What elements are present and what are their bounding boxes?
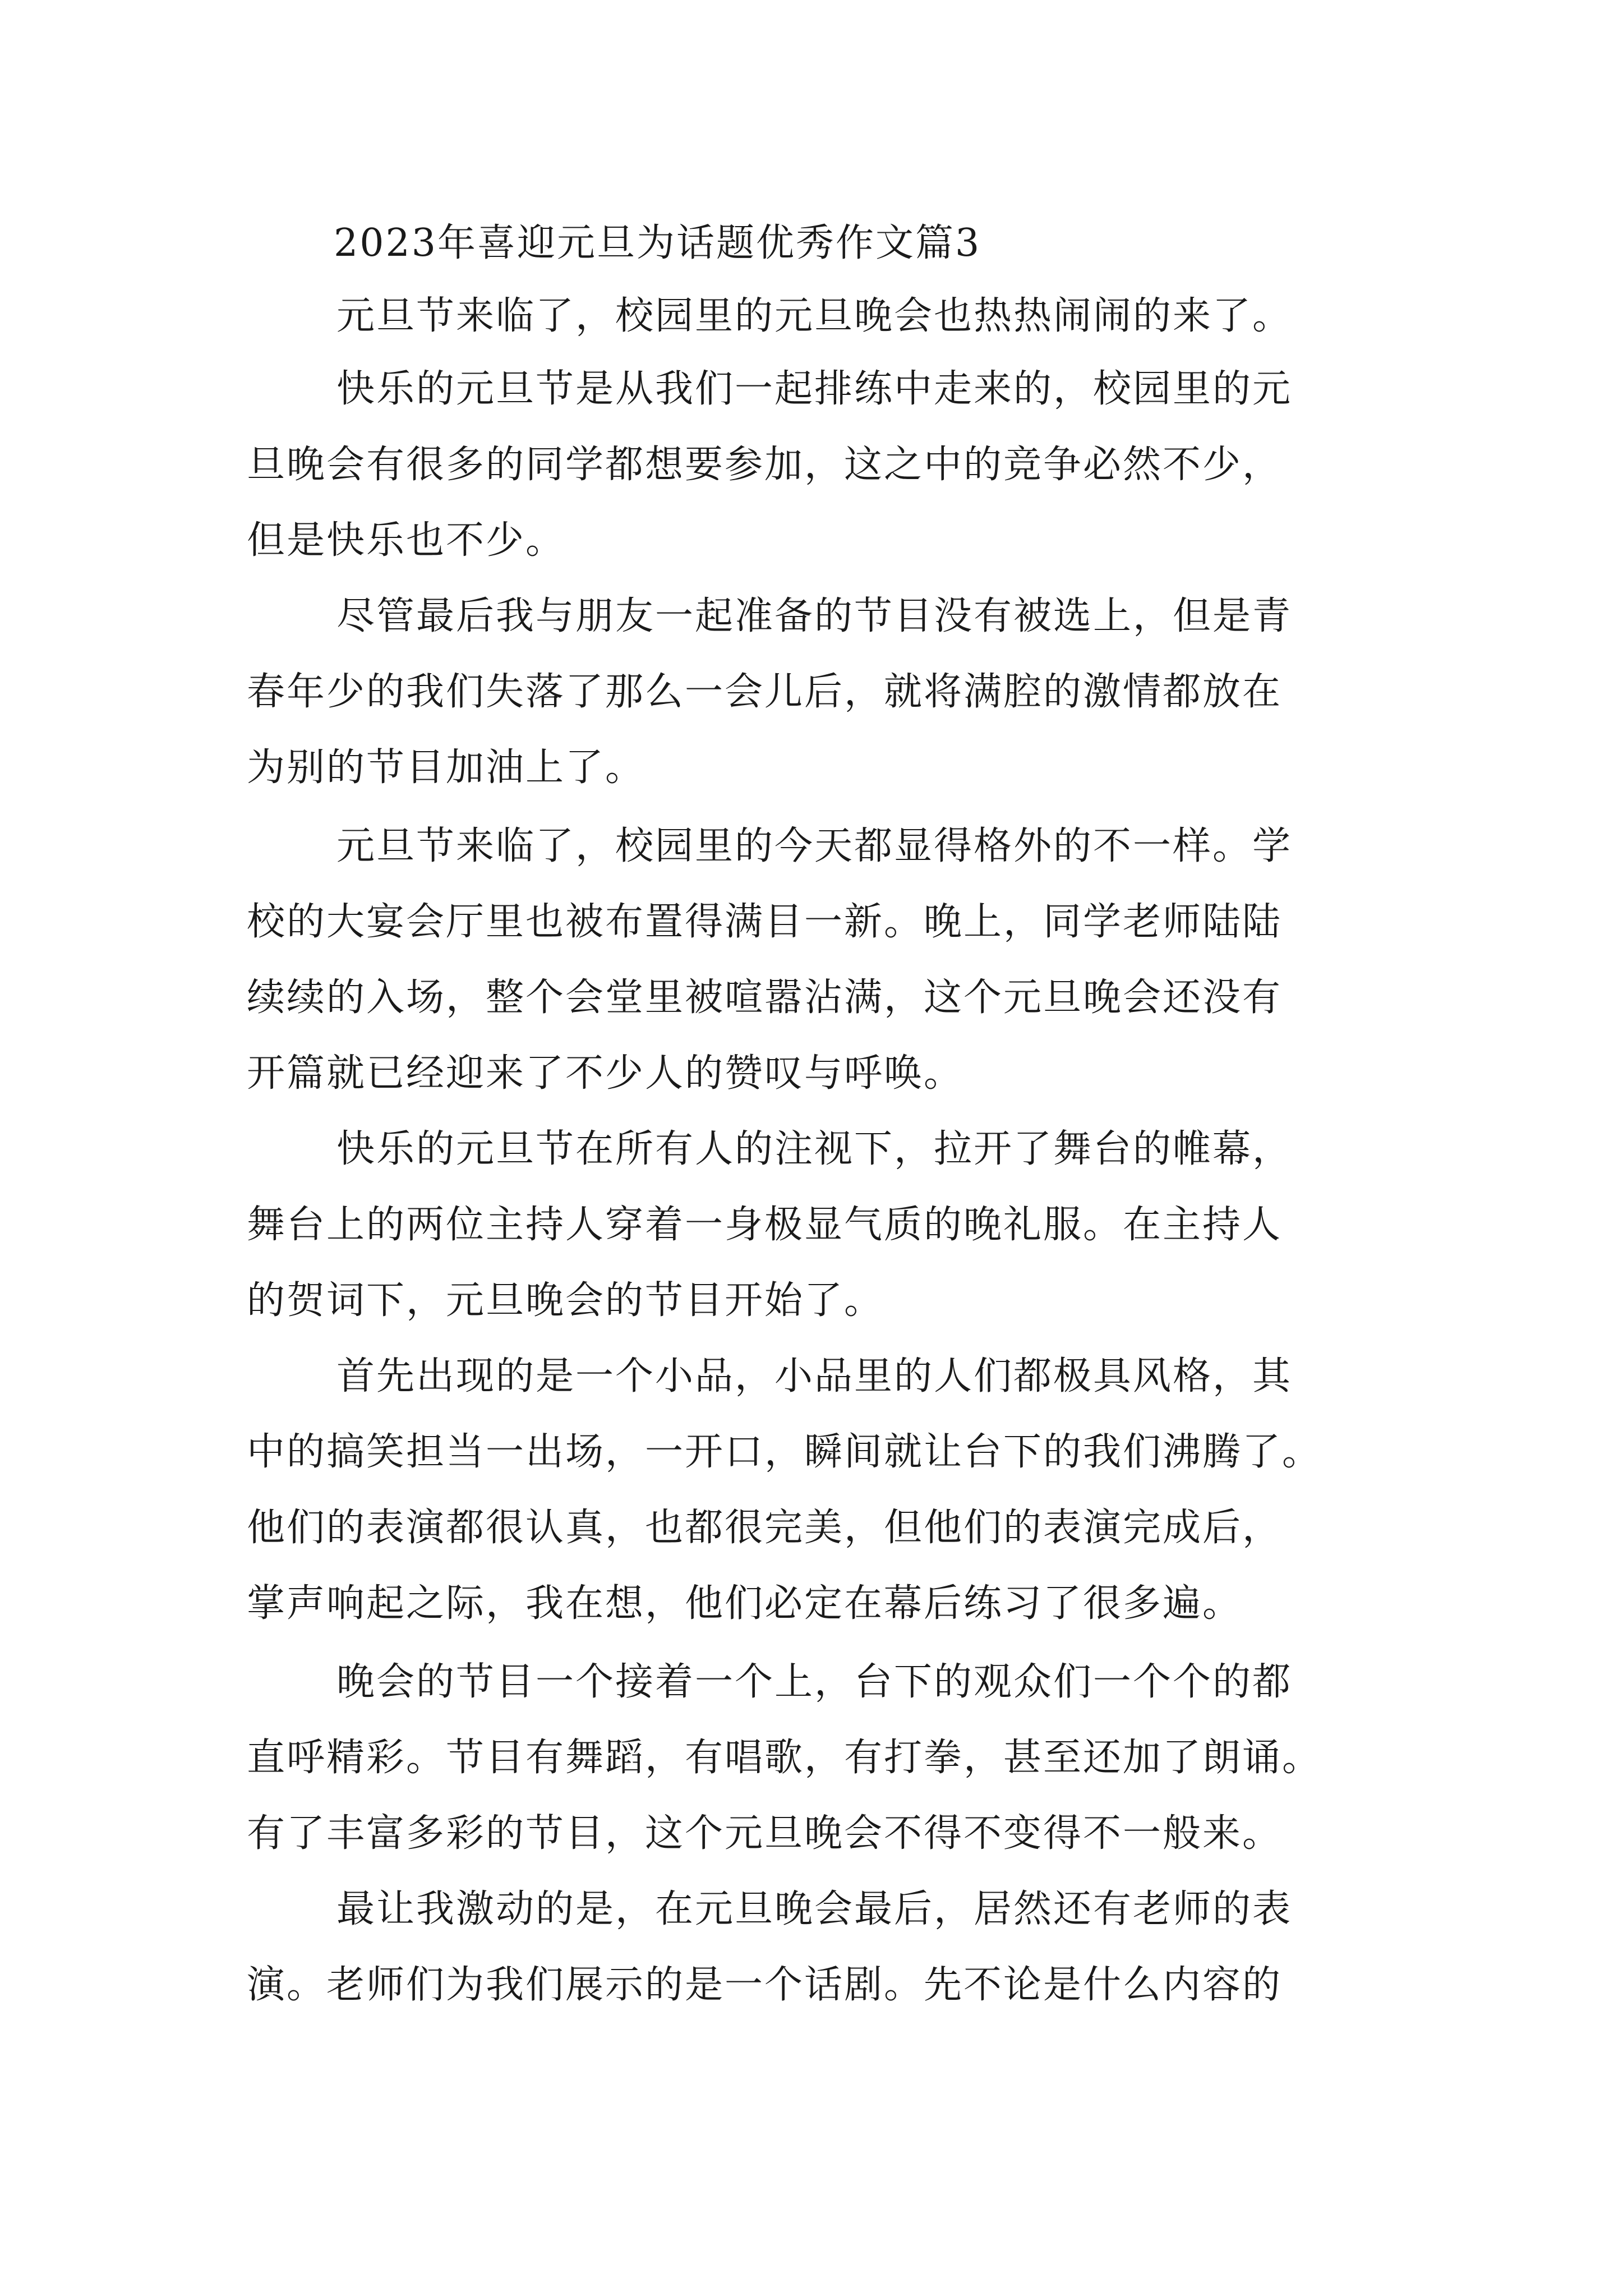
text-line: 开篇就已经迎来了不少人的赞叹与呼唤。 [247, 1051, 964, 1096]
text-line: 但是快乐也不少。 [247, 518, 566, 563]
text-line: 有了丰富多彩的节目，这个元旦晚会不得不变得不一般来。 [247, 1811, 1283, 1856]
text-line: 元旦节来临了，校园里的元旦晚会也热热闹闹的来了。 [336, 294, 1293, 338]
text-line: 快乐的元旦节在所有人的注视下，拉开了舞台的帷幕， [336, 1127, 1293, 1171]
text-line: 旦晚会有很多的同学都想要参加，这之中的竞争必然不少， [247, 443, 1283, 487]
text-line: 晚会的节目一个接着一个上，台下的观众们一个个的都 [336, 1660, 1293, 1704]
text-line: 最让我激动的是，在元旦晚会最后，居然还有老师的表 [336, 1887, 1293, 1931]
text-line: 为别的节目加油上了。 [247, 746, 645, 790]
text-line: 校的大宴会厅里也被布置得满目一新。晚上，同学老师陆陆 [247, 900, 1283, 944]
text-line: 演。老师们为我们展示的是一个话剧。先不论是什么内容的 [247, 1963, 1283, 2007]
text-line: 首先出现的是一个小品，小品里的人们都极具风格，其 [336, 1354, 1293, 1398]
document-title: 2023年喜迎元旦为话题优秀作文篇3 [334, 221, 981, 265]
text-line: 他们的表演都很认真，也都很完美，但他们的表演完成后， [247, 1506, 1283, 1550]
text-line: 的贺词下，元旦晚会的节目开始了。 [247, 1278, 884, 1323]
text-line: 续续的入场，整个会堂里被喧嚣沾满，这个元旦晚会还没有 [247, 976, 1283, 1020]
text-line: 快乐的元旦节是从我们一起排练中走来的，校园里的元 [336, 367, 1293, 411]
text-line: 元旦节来临了，校园里的今天都显得格外的不一样。学 [336, 824, 1293, 868]
text-line: 中的搞笑担当一出场，一开口，瞬间就让台下的我们沸腾了。 [247, 1430, 1322, 1474]
text-line: 春年少的我们失落了那么一会儿后，就将满腔的激情都放在 [247, 670, 1283, 714]
text-line: 舞台上的两位主持人穿着一身极显气质的晚礼服。在主持人 [247, 1203, 1283, 1247]
text-line: 掌声响起之际，我在想，他们必定在幕后练习了很多遍。 [247, 1581, 1243, 1626]
text-line: 尽管最后我与朋友一起准备的节目没有被选上，但是青 [336, 594, 1293, 638]
text-line: 直呼精彩。节目有舞蹈，有唱歌，有打拳，甚至还加了朗诵。 [247, 1736, 1322, 1780]
